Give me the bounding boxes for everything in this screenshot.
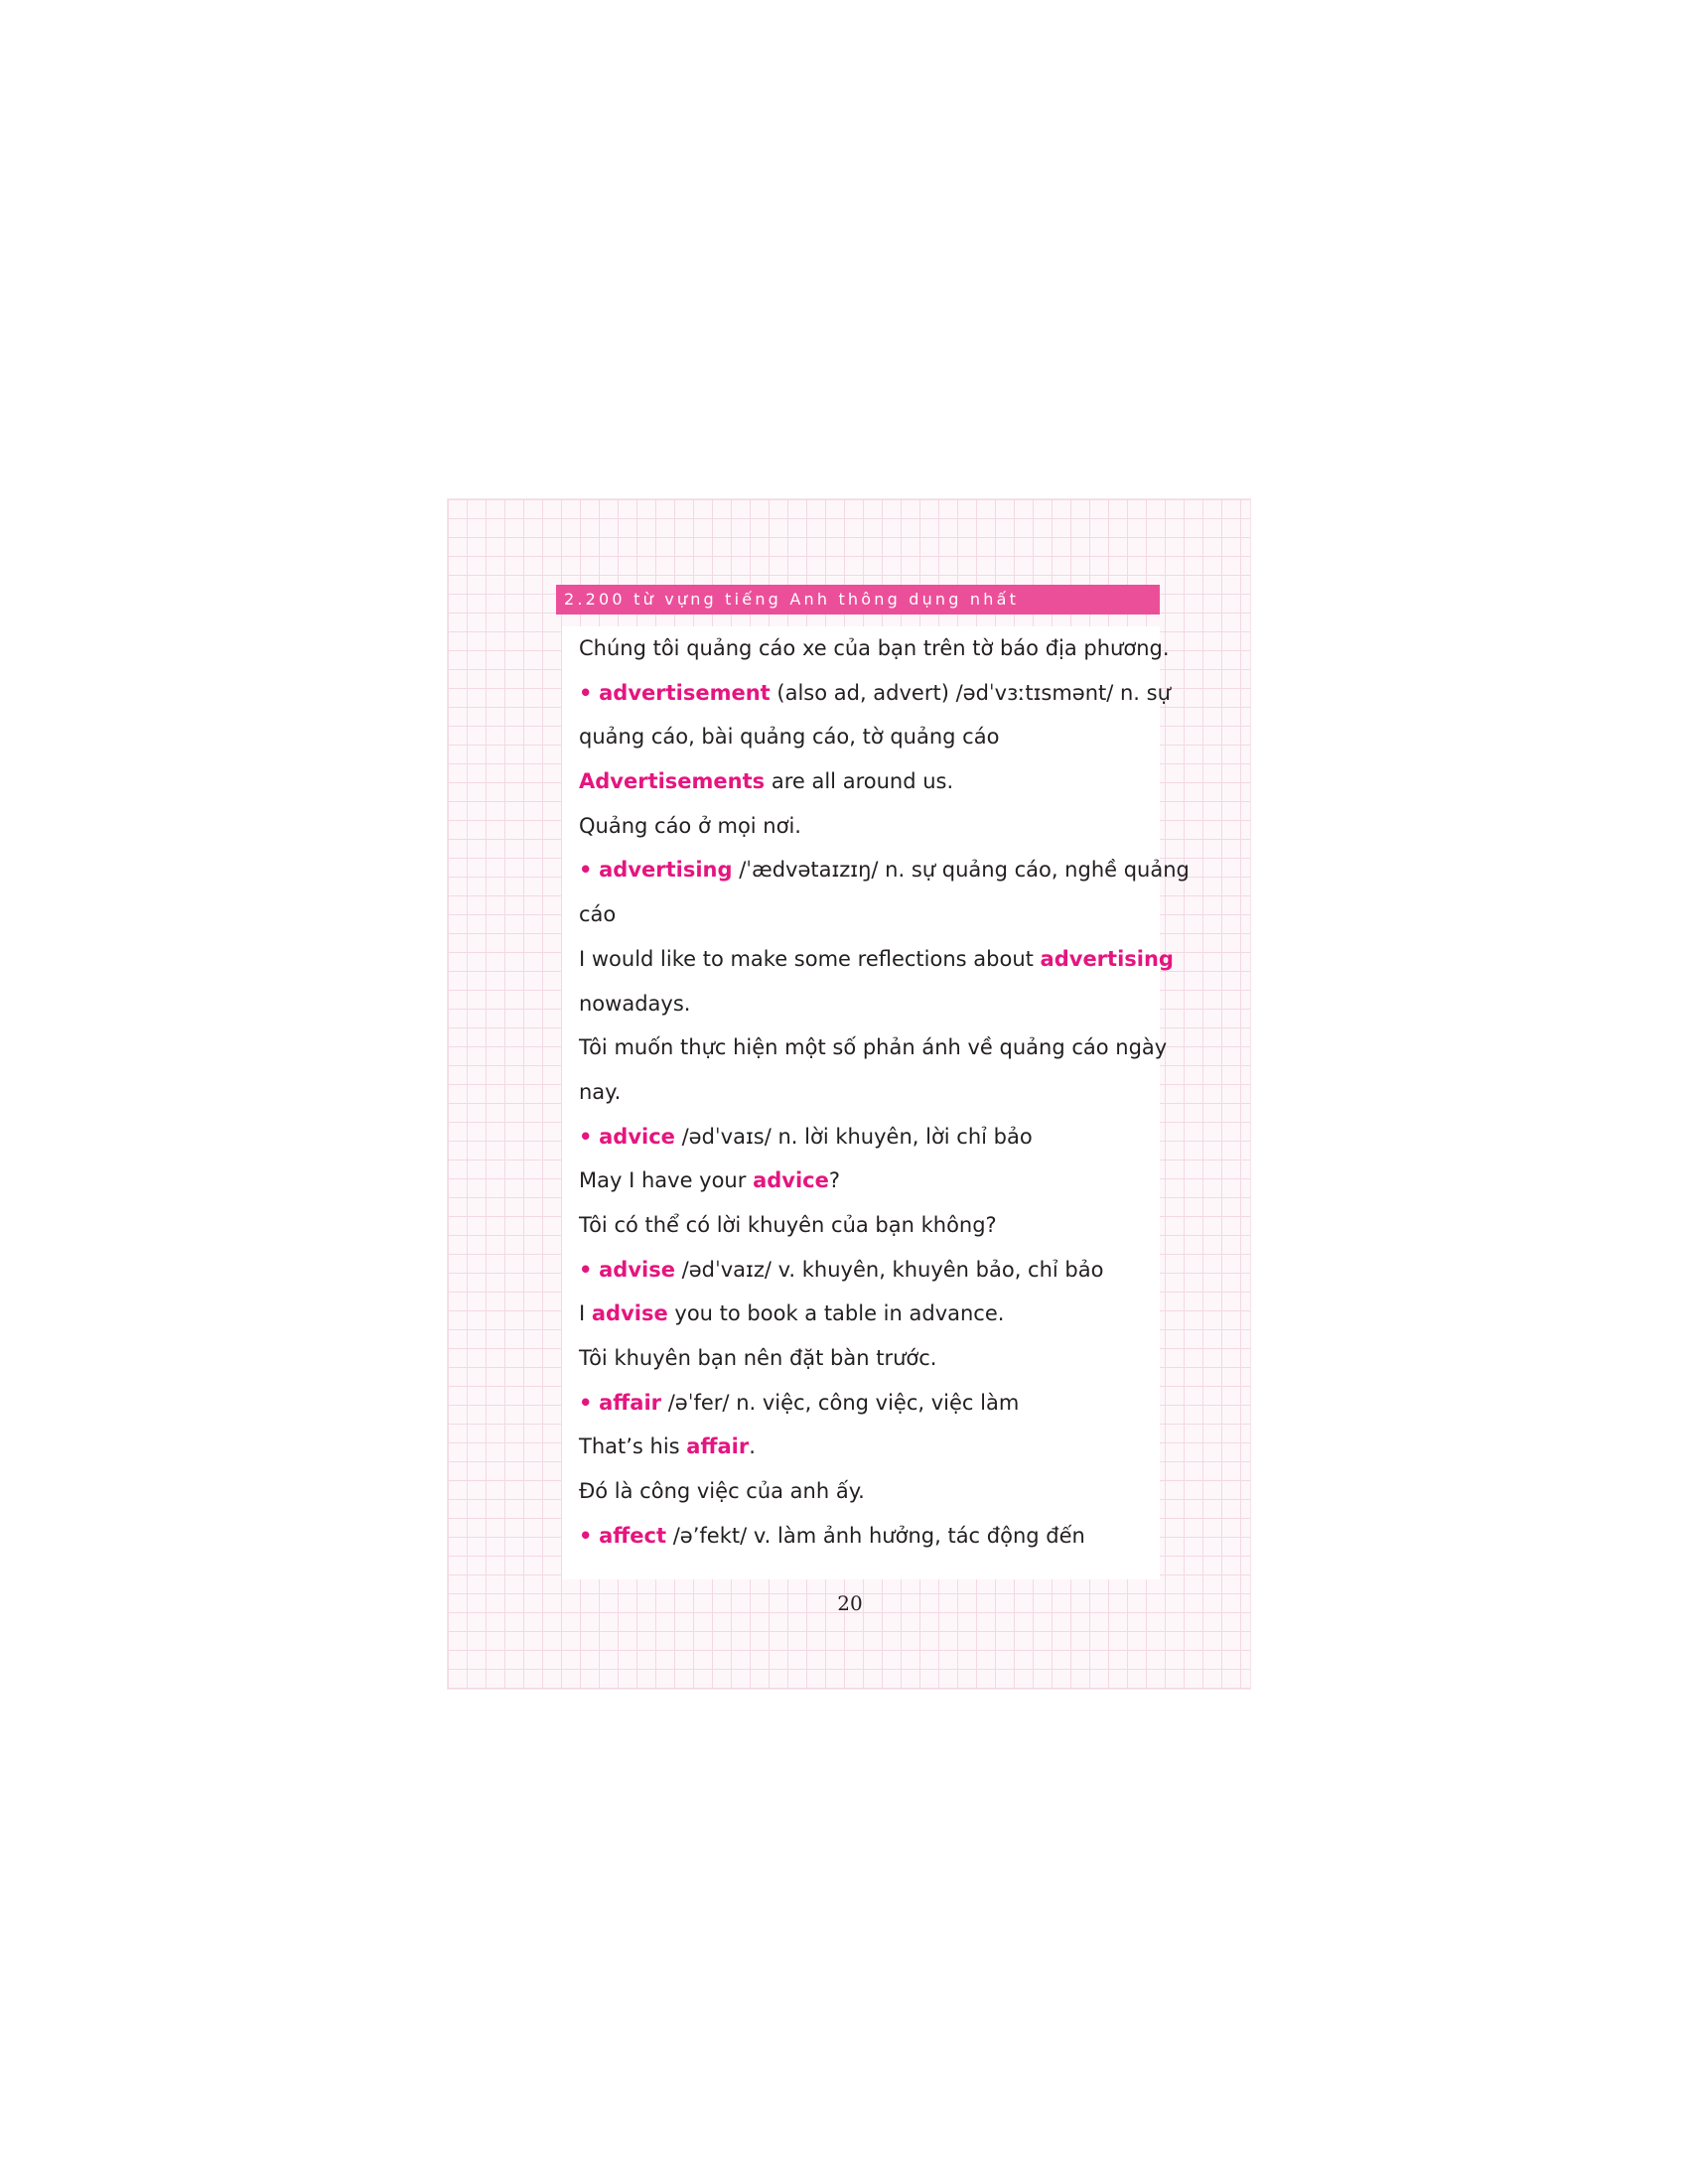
definition-text: (also ad, advert) /ədˈvɜːtɪsmənt/ n. sự (770, 680, 1171, 705)
bullet: • (579, 1523, 593, 1548)
entry-headword-line (579, 1248, 1160, 1293)
example-text-end: ? (828, 1168, 840, 1193)
example-highlight: Advertisements (579, 769, 766, 794)
example-line (579, 759, 1160, 804)
definition-continuation: cáo (579, 902, 617, 927)
book-page (447, 498, 1251, 1690)
example-text: I (579, 1301, 592, 1326)
headword-affect: affect (599, 1523, 667, 1548)
example-line (579, 1425, 1160, 1469)
headword-advertisement: advertisement (599, 680, 771, 705)
entry-headword-line (579, 1514, 1160, 1559)
bullet: • (579, 858, 593, 883)
example-highlight: advice (753, 1168, 829, 1193)
example-text: May I have your (579, 1168, 754, 1193)
definition-continuation: quảng cáo, bài quảng cáo, tờ quảng cáo (579, 725, 1000, 750)
definition-text: /ə’fekt/ v. làm ảnh hưởng, tác động đến (666, 1523, 1085, 1548)
example-text-end: you to book a table in advance. (667, 1301, 1005, 1326)
entry-headword-line (579, 671, 1171, 716)
bullet: • (579, 1390, 593, 1415)
definition-text: /əˈfer/ n. việc, công việc, việc làm (661, 1390, 1020, 1415)
running-header: 2.200 từ vựng tiếng Anh thông dụng nhất (556, 585, 1160, 614)
page-number: 20 (837, 1591, 863, 1615)
example-continuation: nowadays. (579, 991, 691, 1016)
translation-line: Đó là công việc của anh ấy. (579, 1479, 865, 1504)
translation-continuation: nay. (579, 1079, 622, 1104)
example-line (579, 1159, 1160, 1203)
bullet: • (579, 1257, 593, 1282)
bullet: • (579, 1124, 593, 1149)
example-text: That’s his (579, 1434, 687, 1459)
page-content (562, 626, 1190, 1579)
translation-line: Tôi có thể có lời khuyên của bạn không? (579, 1212, 997, 1237)
example-text-end: . (749, 1434, 756, 1459)
example-text: are all around us. (765, 769, 954, 794)
headword-advertising: advertising (599, 858, 733, 883)
translation-line: Tôi muốn thực hiện một số phản ánh về quảng cáo ngày (579, 1035, 1168, 1060)
example-line (579, 937, 1174, 982)
entry-headword-line (579, 848, 1190, 892)
headword-advice: advice (599, 1124, 675, 1149)
headword-advise: advise (599, 1257, 675, 1282)
headword-affair: affair (599, 1390, 662, 1415)
definition-text: /ədˈvaɪz/ v. khuyên, khuyên bảo, chỉ bảo (674, 1257, 1104, 1282)
definition-text: /ˈædvətaɪzɪŋ/ n. sự quảng cáo, nghề quảng (732, 858, 1190, 883)
example-highlight: advise (591, 1301, 668, 1326)
entry-headword-line (579, 1381, 1160, 1426)
example-text: I would like to make some reflections about (579, 946, 1041, 971)
translation-line: Chúng tôi quảng cáo xe của bạn trên tờ báo địa phương. (579, 636, 1170, 660)
bullet: • (579, 680, 593, 705)
translation-line: Quảng cáo ở mọi nơi. (579, 813, 801, 838)
definition-text: /ədˈvaɪs/ n. lời khuyên, lời chỉ bảo (674, 1124, 1033, 1149)
example-line (579, 1292, 1160, 1336)
example-highlight: advertising (1040, 946, 1174, 971)
entry-headword-line (579, 1115, 1160, 1160)
translation-line: Tôi khuyên bạn nên đặt bàn trước. (579, 1346, 937, 1370)
example-highlight: affair (686, 1434, 750, 1459)
